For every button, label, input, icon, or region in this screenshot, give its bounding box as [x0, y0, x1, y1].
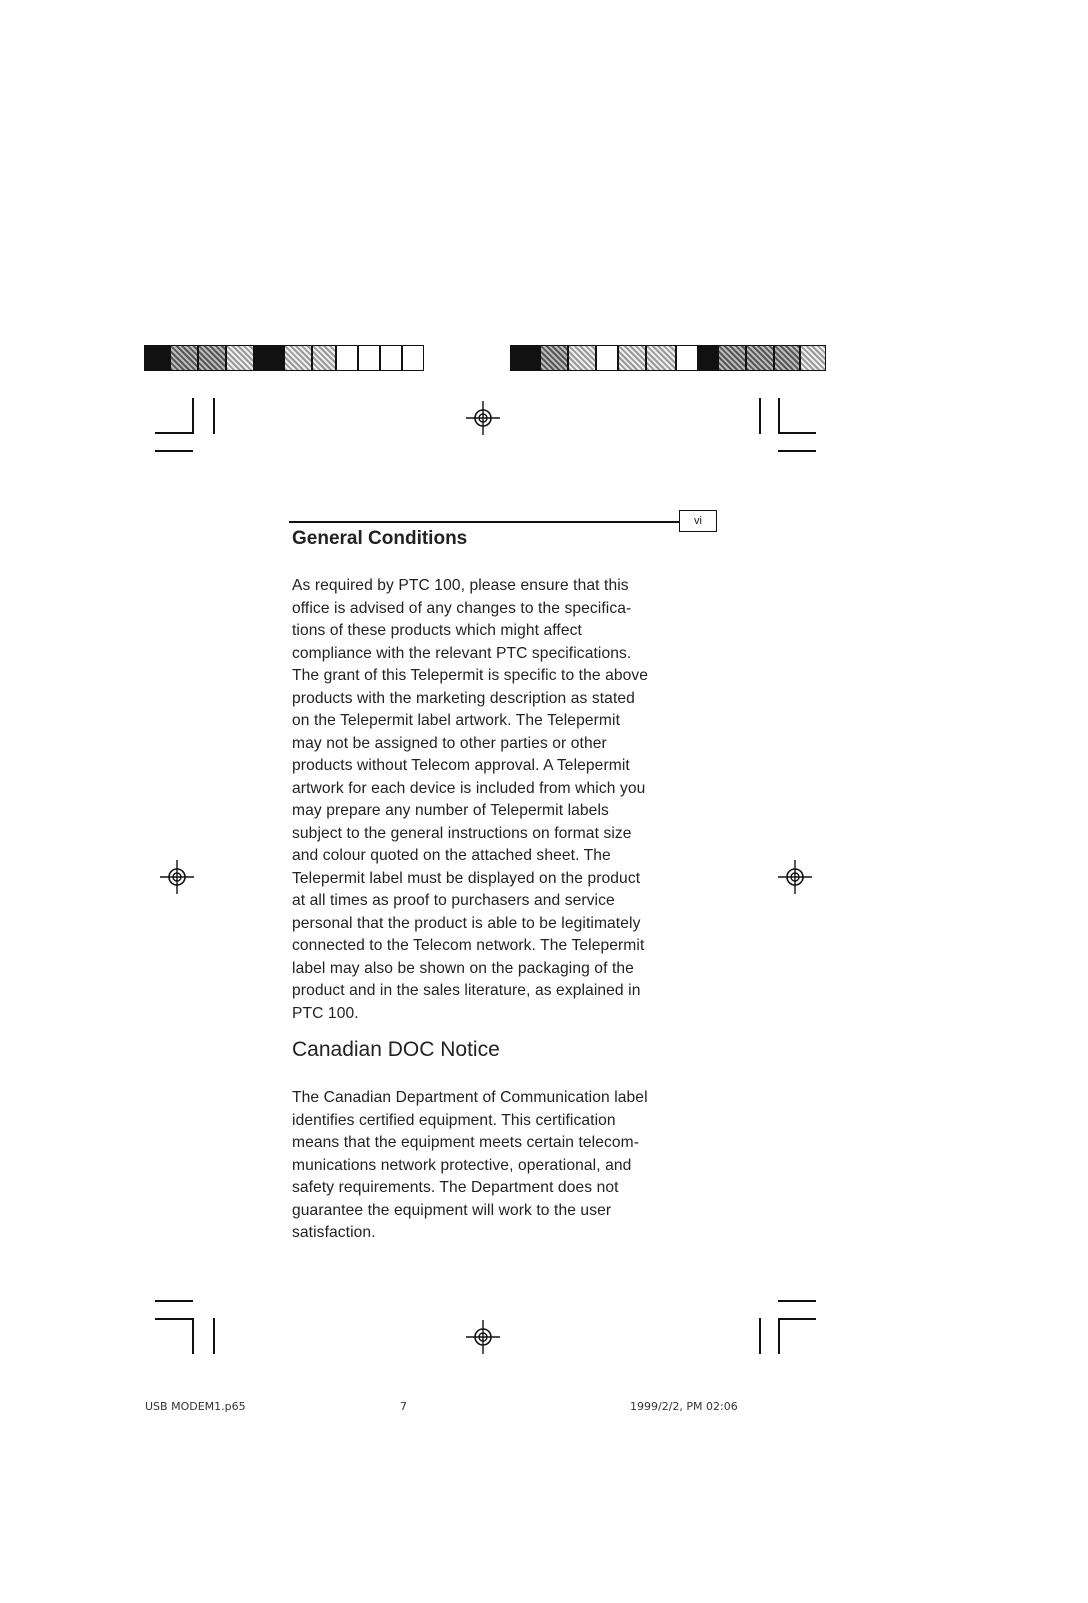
- crop-mark-bottom-left: [213, 1318, 215, 1354]
- section-heading: General Conditions: [292, 528, 468, 549]
- color-bar-left: [144, 345, 424, 371]
- crop-mark-bottom-right: [759, 1318, 761, 1354]
- crop-mark-top-right: [778, 450, 816, 452]
- registration-mark-icon: [466, 401, 500, 435]
- crop-mark-top-right: [759, 398, 761, 434]
- crop-mark-top-right: [778, 432, 816, 434]
- color-bar-right: [510, 345, 826, 371]
- footer-sheet: 7: [400, 1400, 407, 1413]
- footer-timestamp: 1999/2/2, PM 02:06: [630, 1400, 738, 1413]
- registration-mark-icon: [466, 1320, 500, 1354]
- crop-mark-bottom-left: [192, 1318, 194, 1354]
- header-rule: [289, 521, 679, 523]
- crop-mark-bottom-right: [778, 1300, 816, 1302]
- footer-filename: USB MODEM1.p65: [145, 1400, 246, 1413]
- registration-mark-icon: [778, 860, 812, 894]
- crop-mark-top-left: [155, 432, 193, 434]
- section-body: The Canadian Department of Communication label identifies certified equipment. This certification means that the equipment meets certain telecom- munications network protective, operational, and safety requirements. The Department does not guarantee the equipment will work to the user satisfaction.: [292, 1089, 648, 1241]
- crop-mark-top-left: [192, 398, 194, 434]
- page-number: vi: [694, 515, 702, 527]
- crop-mark-bottom-right: [778, 1318, 816, 1320]
- page-number-box: [679, 510, 717, 532]
- registration-mark-icon: [160, 860, 194, 894]
- crop-mark-top-left: [155, 450, 193, 452]
- section-heading: Canadian DOC Notice: [292, 1038, 500, 1061]
- section-body: As required by PTC 100, please ensure that this office is advised of any changes to the specifica- tions of these products which might affect compliance with the relevant PTC specifications. The grant of this Telepermit is specific to the above products with the marketing description as stated on the Telepermit label artwork. The Telepermit may not be assigned to other parties or other products without Telecom approval. A Telepermit artwork for each device is included from which you may prepare any number of Telepermit labels subject to the general instructions on format size and colour quoted on the attached sheet. The Telepermit label must be displayed on the product at all times as proof to purchasers and service personal that the product is able to be legitimately connected to the Telecom network. The Telepermit label may also be shown on the packaging of the product and in the sales literature, as explained in PTC 100.: [292, 577, 649, 1022]
- crop-mark-bottom-left: [155, 1300, 193, 1302]
- crop-mark-bottom-left: [155, 1318, 193, 1320]
- crop-mark-top-left: [213, 398, 215, 434]
- crop-mark-top-right: [778, 398, 780, 434]
- crop-mark-bottom-right: [778, 1318, 780, 1354]
